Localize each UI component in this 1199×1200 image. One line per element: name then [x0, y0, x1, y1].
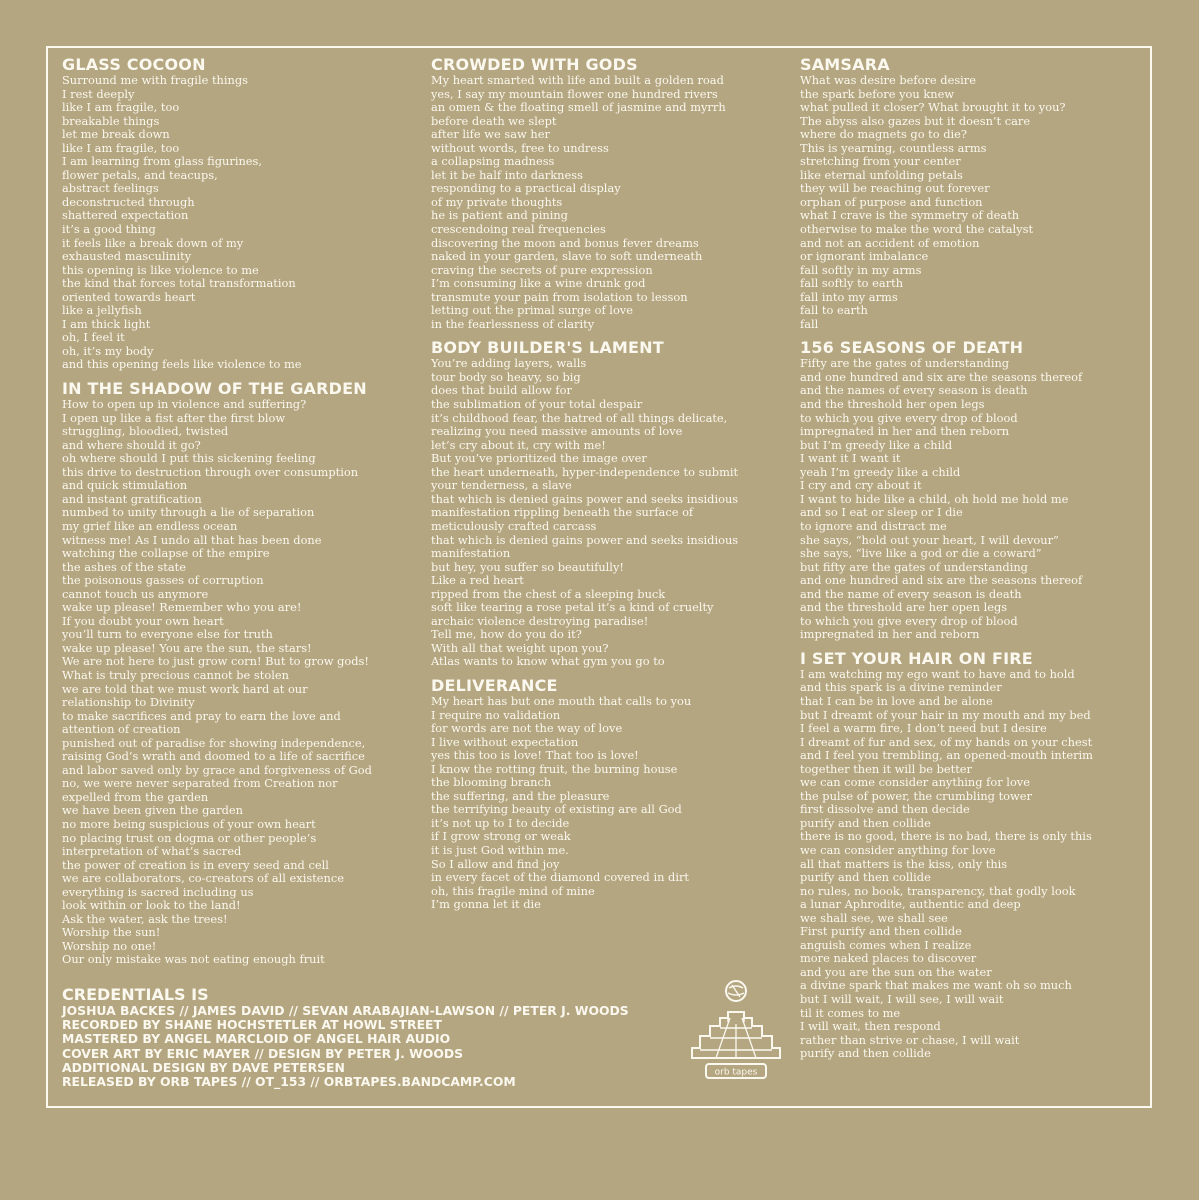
song-title: IN THE SHADOW OF THE GARDEN [62, 379, 367, 399]
lyric-line: I’m gonna let it die [431, 897, 541, 912]
lyric-line: Surround me with fragile things [62, 73, 248, 87]
lyric-line: oh, this fragile mind of mine [431, 883, 595, 898]
lyric-line: and the name of every season is death [800, 586, 1022, 601]
lyric-line: I cry and cry about it [800, 478, 922, 493]
lyric-line: first dissolve and then decide [800, 802, 970, 817]
lyric-line: My heart smarted with life and built a golden road [431, 73, 724, 87]
lyric-line: everything is sacred including us [62, 884, 254, 899]
lyric-line: discovering the moon and bonus fever dreams [431, 235, 699, 250]
lyric-line: this opening is like violence to me [62, 262, 259, 277]
lyric-line: oh where should I put this sickening feeling [62, 451, 316, 466]
lyric-line: it’s a good thing [62, 222, 156, 237]
credit-line: JOSHUA BACKES // JAMES DAVID // SEVAN ARABAJIAN-LAWSON // PETER J. WOODS [62, 1003, 629, 1018]
lyric-line: fall into my arms [800, 289, 898, 304]
lyric-line: let it be half into darkness [431, 167, 583, 182]
lyric-line: let me break down [62, 127, 170, 142]
lyric-line: it’s childhood fear, the hatred of all things delicate, [431, 410, 728, 425]
lyric-line: in every facet of the diamond covered in dirt [431, 870, 690, 885]
lyric-line: impregnated in her and then reborn [800, 424, 1010, 439]
lyric-line: tour body so heavy, so big [431, 369, 581, 384]
lyric-line: numbed to unity through a lie of separation [62, 505, 315, 520]
lyric-line: what I crave is the symmetry of death [800, 208, 1020, 223]
lyric-line: no, we were never separated from Creation nor [62, 776, 338, 791]
lyric-line: the kind that forces total transformation [62, 276, 296, 291]
lyric-line: oh, it’s my body [62, 343, 154, 358]
song-lyrics [800, 74, 1145, 331]
lyric-line: where do magnets go to die? [800, 127, 968, 142]
lyric-line: Worship no one! [62, 938, 157, 953]
lyric-line: but fifty are the gates of understanding [800, 559, 1028, 574]
lyric-line: purify and then collide [800, 815, 931, 830]
lyric-line: but I will wait, I will see, I will wait [800, 992, 1004, 1006]
lyric-line: and you are the sun on the water [800, 964, 992, 979]
lyric-line: we can consider anything for love [800, 842, 996, 857]
lyric-line: the power of creation is in every seed and cell [62, 857, 329, 872]
lyric-line: no rules, no book, transparency, that godly look [800, 883, 1076, 898]
credit-line: MASTERED BY ANGEL MARCLOID OF ANGEL HAIR AUDIO [62, 1031, 451, 1047]
lyric-line: fall softly to earth [800, 276, 904, 291]
credits-lines [62, 1004, 629, 1089]
lyric-line: I am watching my ego want to have and to hold [800, 666, 1075, 681]
lyric-line: impregnated in her and reborn [800, 627, 980, 642]
song-samsara [800, 55, 1145, 331]
credit-line: COVER ART BY ERIC MAYER // DESIGN BY PETER J. WOODS [62, 1045, 464, 1061]
lyric-line: the sublimation of your total despair [431, 397, 643, 412]
lyric-line: archaic violence destroying paradise! [431, 613, 649, 628]
lyric-line: Atlas wants to know what gym you go to [431, 654, 665, 669]
lyric-line: Like a red heart [431, 573, 524, 588]
lyric-line: If you doubt your own heart [62, 613, 224, 628]
lyric-line: she says, “live like a god or die a coward” [800, 546, 1042, 561]
lyric-line: we are collaborators, co-creators of all existence [62, 871, 344, 886]
lyric-line: yes this too is love! That too is love! [431, 748, 639, 763]
lyric-line: to which you give every drop of blood [800, 613, 1018, 628]
pyramid-orb-logo [686, 978, 786, 1083]
lyric-line: interpretation of what’s sacred [62, 844, 242, 859]
lyric-line: witness me! As I undo all that has been done [62, 532, 322, 547]
lyric-line: punished out of paradise for showing independence, [62, 735, 366, 750]
lyric-line: a collapsing madness [431, 154, 555, 169]
lyric-line: a lunar Aphrodite, authentic and deep [800, 897, 1021, 912]
lyric-line: like eternal unfolding petals [800, 167, 963, 182]
lyric-line: yeah I’m greedy like a child [800, 464, 961, 479]
lyric-line: expelled from the garden [62, 789, 209, 804]
lyric-line: no more being suspicious of your own heart [62, 816, 316, 831]
lyric-line: How to open up in violence and suffering? [62, 397, 307, 412]
lyric-line: and labor saved only by grace and forgiveness of God [62, 762, 372, 777]
lyric-line: of my private thoughts [431, 194, 563, 209]
lyric-line: it feels like a break down of my [62, 235, 244, 250]
song-156-seasons-of-death [800, 338, 1145, 641]
lyric-line: wake up please! You are the sun, the stars! [62, 640, 312, 655]
lyric-line: if I grow strong or weak [431, 829, 571, 844]
lyric-line: the terrifying beauty of existing are all God [431, 802, 682, 817]
lyric-line: What is truly precious cannot be stolen [62, 667, 289, 682]
lyric-line: before death we slept [431, 113, 557, 128]
lyric-line: she says, “hold out your heart, I will devour” [800, 532, 1059, 547]
lyric-line: there is no good, there is no bad, there is only this [800, 829, 1092, 844]
lyric-line: yes, I say my mountain flower one hundred rivers [431, 86, 718, 101]
lyric-line: but hey, you suffer so beautifully! [431, 559, 624, 574]
lyric-line: I live without expectation [431, 734, 579, 749]
lyric-line: attention of creation [62, 722, 181, 737]
lyric-line: together then it will be better [800, 761, 972, 776]
lyric-line: an omen & the floating smell of jasmine and myrrh [431, 100, 726, 115]
lyric-line: exhausted masculinity [62, 249, 192, 264]
credit-line: ADDITIONAL DESIGN BY DAVE PETERSEN [62, 1059, 345, 1075]
lyric-line: and I feel you trembling, an opened-mouth interim [800, 748, 1093, 763]
logo-text: orb tapes [714, 1067, 758, 1078]
lyric-line: I am learning from glass figurines, [62, 154, 263, 169]
lyric-line: naked in your garden, slave to soft underneath [431, 249, 703, 264]
song-i-set-your-hair-on-fire [800, 649, 1145, 1061]
lyric-line: With all that weight upon you? [431, 640, 609, 655]
lyric-line: deconstructed through [62, 194, 195, 209]
song-lyrics [431, 357, 796, 669]
lyric-line: watching the collapse of the empire [62, 546, 270, 561]
lyric-line: my grief like an endless ocean [62, 518, 238, 533]
song-title: I SET YOUR HAIR ON FIRE [800, 648, 1033, 668]
lyric-line: your tenderness, a slave [431, 478, 572, 493]
credits-title: CREDENTIALS IS [62, 985, 209, 1004]
lyric-line: You’re adding layers, walls [431, 356, 587, 371]
lyric-line: Worship the sun! [62, 925, 161, 940]
lyric-line: like a jellyfish [62, 303, 142, 318]
lyric-line: you’ll turn to everyone else for truth [62, 627, 273, 642]
lyric-line: struggling, bloodied, twisted [62, 424, 229, 439]
lyric-line: to make sacrifices and pray to earn the love and [62, 708, 341, 723]
lyric-line: and one hundred and six are the seasons thereof [800, 573, 1083, 588]
lyric-line: The abyss also gazes but it doesn’t care [800, 113, 1031, 128]
song-deliverance [431, 676, 796, 912]
song-title: SAMSARA [800, 55, 890, 74]
lyric-line: I want it I want it [800, 451, 901, 466]
lyric-line: the poisonous gasses of corruption [62, 573, 264, 588]
lyric-line: manifestation [431, 546, 511, 561]
lyric-line: they will be reaching out forever [800, 181, 990, 196]
lyric-line: what pulled it closer? What brought it to you? [800, 100, 1066, 115]
lyric-line: Ask the water, ask the trees! [62, 911, 228, 926]
lyric-line: realizing you need massive amounts of love [431, 424, 683, 439]
lyric-line: a divine spark that makes me want oh so much [800, 978, 1072, 993]
lyric-line: abstract feelings [62, 181, 159, 196]
lyric-line: rather than strive or chase, I will wait [800, 1032, 1020, 1047]
lyric-line: and the names of every season is death [800, 383, 1028, 398]
lyric-line: like I am fragile, too [62, 100, 180, 115]
lyric-line: let’s cry about it, cry with me! [431, 437, 606, 452]
lyric-line: without words, free to undress [431, 140, 609, 155]
lyric-line: he is patient and pining [431, 208, 568, 223]
lyric-line: for words are not the way of love [431, 721, 623, 736]
lyric-line: it is just God within me. [431, 842, 569, 857]
song-glass-cocoon [62, 55, 427, 372]
lyric-line: and the threshold her open legs [800, 397, 985, 412]
lyric-line: does that build allow for [431, 383, 572, 398]
lyric-line: But you’ve prioritized the image over [431, 451, 647, 466]
lyric-line: flower petals, and teacups, [62, 167, 218, 182]
lyric-line: meticulously crafted carcass [431, 518, 597, 533]
lyric-line: and so I eat or sleep or I die [800, 505, 963, 520]
lyric-line: we shall see, we shall see [800, 910, 948, 925]
song-lyrics [62, 398, 427, 967]
lyric-line: I will wait, then respond [800, 1019, 941, 1034]
lyric-line: the spark before you knew [800, 86, 955, 101]
lyric-line: that which is denied gains power and seeks insidious [431, 532, 739, 547]
lyric-line: relationship to Divinity [62, 695, 195, 710]
lyric-line: I rest deeply [62, 86, 135, 101]
lyric-line: fall [800, 316, 819, 331]
lyric-line: and this opening feels like violence to me [62, 357, 302, 372]
lyric-line: after life we saw her [431, 127, 550, 142]
song-in-the-shadow-of-the-garden [62, 379, 427, 967]
lyric-line: it’s not up to I to decide [431, 815, 570, 830]
lyric-line: Our only mistake was not eating enough fruit [62, 952, 325, 967]
credit-line: RELEASED BY ORB TAPES // OT_153 // ORBTAPES.BANDCAMP.COM [62, 1074, 516, 1090]
lyric-line: We are not here to just grow corn! But to grow gods! [62, 654, 369, 669]
lyric-line: fall to earth [800, 303, 868, 318]
song-crowded-with-gods [431, 55, 796, 331]
lyric-line: wake up please! Remember who you are! [62, 600, 302, 615]
lyric-line: this drive to destruction through over consumption [62, 464, 359, 479]
lyric-line: til it comes to me [800, 1005, 901, 1020]
lyric-line: oh, I feel it [62, 330, 125, 345]
column-middle [431, 55, 796, 919]
lyric-line: and the threshold are her open legs [800, 600, 1008, 615]
lyric-line: to which you give every drop of blood [800, 410, 1018, 425]
column-right [800, 55, 1145, 1068]
lyric-line: orphan of purpose and function [800, 194, 983, 209]
lyric-line: manifestation rippling beneath the surface of [431, 505, 694, 520]
lyric-line: I require no validation [431, 707, 561, 722]
lyric-line: otherwise to make the word the catalyst [800, 222, 1034, 237]
lyric-line: the ashes of the state [62, 559, 186, 574]
lyric-line: shattered expectation [62, 208, 189, 223]
song-title: DELIVERANCE [431, 675, 558, 695]
lyric-line: that I can be in love and be alone [800, 693, 993, 708]
lyric-line: and quick stimulation [62, 478, 188, 493]
lyric-line: we can come consider anything for love [800, 775, 1030, 790]
lyric-line: the suffering, and the pleasure [431, 788, 610, 803]
lyric-line: This is yearning, countless arms [800, 140, 987, 155]
lyric-line: breakable things [62, 113, 160, 128]
lyric-line: transmute your pain from isolation to lesson [431, 289, 688, 304]
lyric-line: and one hundred and six are the seasons thereof [800, 369, 1083, 384]
lyric-line: anguish comes when I realize [800, 937, 972, 952]
lyric-line: raising God’s wrath and doomed to a life of sacrifice [62, 749, 365, 764]
song-body-builders-lament [431, 338, 796, 669]
lyric-line: I am thick light [62, 316, 151, 331]
lyric-line: and this spark is a divine reminder [800, 680, 1002, 695]
lyric-line: purify and then collide [800, 870, 931, 885]
lyric-line: cannot touch us anymore [62, 586, 209, 601]
lyric-line: that which is denied gains power and seeks insidious [431, 491, 739, 506]
lyric-line: First purify and then collide [800, 924, 962, 939]
lyric-line: purify and then collide [800, 1046, 931, 1061]
song-lyrics [431, 74, 796, 331]
lyric-line: or ignorant imbalance [800, 249, 929, 264]
credits-block [62, 985, 629, 1089]
song-lyrics [431, 695, 796, 912]
lyric-line: I dreamt of fur and sex, of my hands on your chest [800, 734, 1093, 749]
lyric-line: I’m consuming like a wine drunk god [431, 276, 646, 291]
lyric-line: I open up like a fist after the first blow [62, 410, 286, 425]
lyric-line: stretching from your center [800, 154, 961, 169]
lyric-line: and instant gratification [62, 491, 202, 506]
song-title: GLASS COCOON [62, 55, 206, 74]
column-left [62, 55, 427, 974]
credit-line: RECORDED BY SHANE HOCHSTETLER AT HOWL STREET [62, 1017, 442, 1033]
lyric-line: the heart underneath, hyper-independence to submit [431, 464, 739, 479]
lyric-line: and not an accident of emotion [800, 235, 980, 250]
lyric-line: and where should it go? [62, 437, 201, 452]
lyric-line: What was desire before desire [800, 73, 976, 87]
lyric-line: no placing trust on dogma or other people’s [62, 830, 317, 845]
song-lyrics [800, 668, 1145, 1061]
lyric-line: the blooming branch [431, 775, 552, 790]
lyric-line: to ignore and distract me [800, 518, 947, 533]
lyric-line: crescendoing real frequencies [431, 222, 606, 237]
lyric-line: I feel a warm fire, I don’t need but I desire [800, 721, 1047, 736]
song-title: CROWDED WITH GODS [431, 55, 638, 74]
lyric-line: but I’m greedy like a child [800, 437, 953, 452]
song-lyrics [62, 74, 427, 372]
lyric-line: we are told that we must work hard at our [62, 681, 308, 696]
lyric-line: in the fearlessness of clarity [431, 316, 595, 331]
lyric-line: So I allow and find joy [431, 856, 560, 871]
lyric-line: responding to a practical display [431, 181, 621, 196]
lyric-line: My heart has but one mouth that calls to you [431, 693, 692, 708]
song-title: 156 SEASONS OF DEATH [800, 338, 1024, 358]
lyric-line: more naked places to discover [800, 951, 977, 966]
lyric-line: fall softly in my arms [800, 262, 922, 277]
lyric-line: soft like tearing a rose petal it’s a kind of cruelty [431, 600, 714, 615]
lyric-line: ripped from the chest of a sleeping buck [431, 586, 666, 601]
lyric-line: but I dreamt of your hair in my mouth and my bed [800, 707, 1091, 722]
lyric-line: we have been given the garden [62, 803, 244, 818]
lyric-line: look within or look to the land! [62, 898, 241, 913]
lyric-line: the pulse of power, the crumbling tower [800, 788, 1032, 803]
lyric-line: craving the secrets of pure expression [431, 262, 653, 277]
lyric-line: letting out the primal surge of love [431, 303, 633, 318]
lyric-line: oriented towards heart [62, 289, 196, 304]
lyric-line: Fifty are the gates of understanding [800, 356, 1010, 371]
song-lyrics [800, 357, 1145, 641]
lyric-line: like I am fragile, too [62, 140, 180, 155]
lyric-line: Tell me, how do you do it? [431, 627, 582, 642]
lyric-line: I want to hide like a child, oh hold me hold me [800, 491, 1069, 506]
lyric-line: all that matters is the kiss, only this [800, 856, 1008, 871]
lyric-line: I know the rotting fruit, the burning house [431, 761, 678, 776]
song-title: BODY BUILDER'S LAMENT [431, 338, 664, 358]
